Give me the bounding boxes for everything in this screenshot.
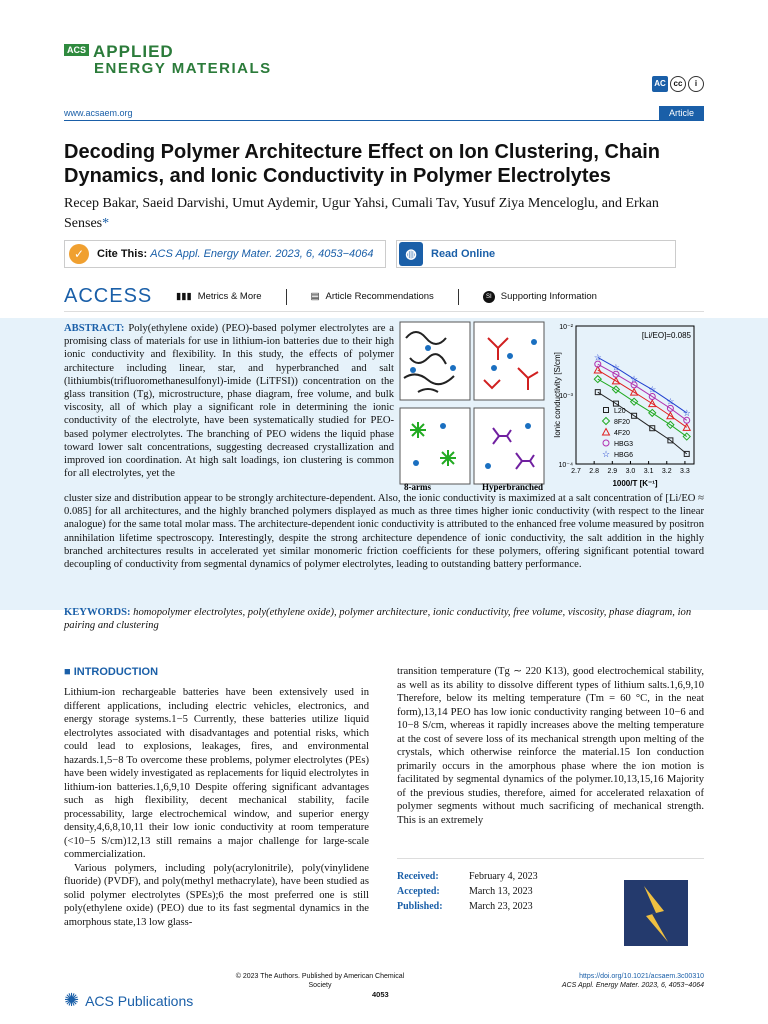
metrics-link[interactable] — [176, 291, 262, 302]
cite-this-box[interactable] — [64, 240, 386, 268]
keywords-label: KEYWORDS: — [64, 607, 131, 618]
x-tick-label: 2.7 — [571, 468, 581, 475]
ion — [413, 460, 419, 466]
section-heading: ■ INTRODUCTION — [64, 666, 159, 678]
journal-cover-image[interactable] — [624, 866, 688, 946]
data-point — [603, 429, 610, 436]
data-point: ☆ — [648, 384, 657, 395]
acs-hex-icon: ✺ — [64, 990, 80, 1010]
author-choice-icon: AC — [652, 76, 668, 92]
header-rule — [64, 120, 704, 121]
bar-chart-icon: ▮▮▮ — [176, 291, 192, 302]
column-left — [64, 666, 369, 929]
divider — [458, 289, 459, 305]
abstract-wide: cluster size and distribution appear to be strongly architecture-dependent. Also, the ionic conductivity is maximized at a salt concentration of [Li/EO ≈ 0.085] for all architectures, and the highly branched polymers displayed as much as three times higher ionic conductivity (with respect to the linear analogue) for the same total molar mass. The architecture-dependent ionic conductivity is attributed to the enhanced free volume measured by positron annihilation lifetime spectroscopy. Interestingly, despite the strong architecture dependence of ionic conductivity, the salt addition in the highly branched architectures results in accelerated yet similar monomeric friction coefficients for these polymers, offering significant potential toward decoupling of conductivity from segmental dynamics of polymer electrolytes, leading to outstanding battery performance. — [64, 493, 704, 571]
acs-publications-logo[interactable] — [64, 990, 193, 1011]
authors-text: Recep Bakar, Saeid Darvishi, Umut Aydemir, Ugur Yahsi, Cumali Tav, Yusuf Ziya Menceloglu, and Erkan Senses — [64, 196, 659, 231]
x-tick-label: 3.0 — [625, 468, 636, 475]
abstract-narrow — [64, 322, 394, 480]
x-tick-label: 2.9 — [607, 468, 618, 475]
received-label: Received: — [397, 871, 439, 882]
article-type-badge: Article — [659, 106, 704, 120]
document-icon: ▤ — [310, 291, 320, 302]
data-point: ☆ — [593, 352, 602, 363]
y-tick-label: 10⁻⁴ — [558, 462, 573, 469]
read-online-label: Read Online — [431, 248, 496, 260]
ion — [450, 365, 456, 371]
supporting-info-link[interactable] — [483, 291, 597, 303]
chart-title: [Li/EO]=0.085 — [641, 331, 691, 340]
attribution-icon: i — [688, 76, 704, 92]
paragraph: Lithium-ion rechargeable batteries have been extensively used in different applications, including electric vehicles, electronics, and energy storage systems.1−5 Currently, these batteries utilize liquid electrolytes associated with disadvantages and potential risks, which could lead to explosions, leakages, fires, and environmental hazards.1,5−8 To overcome these problems, polymer electrolytes (PEs) have been widely investigated as replacements for liquid electrolytes in lithium-ion batteries.1,6,9,10 Despite offering significant advantages such as high flexibility, decent mechanical stability, facile processability, large electrochemical window, and superior energy density,4,6,8,10,11 their low ionic conductivity at room temperature (<10−5 S/cm)12,13 still remains a major challenge for large-scale commercialization. — [64, 687, 369, 860]
abstract-text-1: Poly(ethylene oxide) (PEO)-based polymer electrolytes are a promising class of materials for use in lithium-ion batteries due to their high ionic conductivity and flexibility. In this study, the effects of polymer architecture including linear, star, and hyperbranched and salt (lithiumbis(trifluoromethanesulfonyl)-imide (LiTFSI)) concentration on the glass transition (Tg), microstructure, phase diagram, free volume, and bulk viscosity, all of which play a significant role in determining the ionic conductivity of the electrolyte, have been systematically studied for PEO-based polymer electrolytes. The branching of PEO widens the liquid phase toward lower salt concentrations, suggesting decreased crystallization and improved ion coordination. At high salt loadings, ion clustering is common for all electrolytes, yet the — [64, 323, 394, 480]
footer-reference: ACS Appl. Energy Mater. 2023, 6, 4053−4064 — [561, 982, 704, 989]
page-number: 4053 — [372, 990, 389, 999]
data-point: ☆ — [666, 396, 675, 407]
x-tick-label: 3.2 — [661, 468, 672, 475]
ion — [410, 367, 416, 373]
conductivity-plot — [553, 324, 694, 488]
ion — [491, 365, 497, 371]
cover-art — [624, 866, 688, 946]
journal-url[interactable]: www.acsaem.org — [64, 108, 133, 118]
data-point — [595, 390, 600, 395]
data-point — [604, 408, 609, 413]
globe-icon: ◍ — [399, 242, 423, 266]
panel-label: Hyperbranched — [482, 482, 544, 492]
abstract-label: ABSTRACT: — [64, 323, 125, 334]
panel-hyperbranched — [474, 408, 544, 492]
cover-header — [624, 866, 688, 880]
lightning-icon — [644, 886, 668, 942]
check-icon: ✓ — [69, 244, 89, 264]
ion — [485, 463, 491, 469]
ion — [425, 345, 431, 351]
corresponding-author-mark: * — [102, 216, 110, 231]
recommendations-link[interactable] — [311, 291, 434, 302]
supporting-info-label: Supporting Information — [500, 291, 597, 302]
x-tick-label: 3.1 — [643, 468, 654, 475]
legend-label: 8F20 — [614, 419, 630, 426]
panel-linear — [400, 322, 470, 420]
ion — [525, 423, 531, 429]
ion — [507, 353, 513, 359]
data-point — [594, 376, 601, 383]
cite-reference[interactable]: ACS Appl. Energy Mater. 2023, 6, 4053−4064 — [150, 248, 374, 260]
accepted-label: Accepted: — [397, 886, 440, 897]
accepted-date: March 13, 2023 — [469, 886, 533, 897]
published-label: Published: — [397, 901, 443, 912]
access-bar — [64, 282, 704, 312]
doi-link[interactable]: https://doi.org/10.1021/acsaem.3c00310 — [579, 973, 704, 980]
logo-line1: APPLIED — [93, 42, 174, 61]
data-point: ☆ — [611, 362, 620, 373]
received-date: February 4, 2023 — [469, 871, 538, 882]
data-point — [603, 440, 609, 446]
published-date: March 23, 2023 — [469, 901, 533, 912]
keywords-text: homopolymer electrolytes, poly(ethylene oxide), polymer architecture, ionic conductivity, free volume, viscosity, phase diagram, ion pairing and clustering — [64, 607, 692, 632]
legend-label: HBG3 — [614, 441, 634, 448]
keywords — [64, 606, 704, 632]
panel-8arms — [400, 408, 470, 492]
x-tick-label: 3.3 — [680, 468, 690, 475]
si-icon: SI — [483, 291, 495, 303]
paragraph: Various polymers, including poly(acrylonitrile), poly(vinylidene fluoride) (PVDF), and poly(methyl methacrylate), have been studied as solid polymer electrolytes (SPEs);6 the most preferred one is still poly(ethylene oxide) (PEO) due to its fast segmental dynamics in the amorphous state,13 low glass- — [64, 862, 369, 928]
license-icons — [652, 76, 704, 92]
panel-frame — [474, 322, 544, 400]
article-title: Decoding Polymer Architecture Effect on Ion Clustering, Chain Dynamics, and Ionic Conductivity in Polymer Electrolytes — [64, 141, 661, 187]
logo-line2: ENERGY MATERIALS — [94, 60, 272, 77]
legend-label: 4F20 — [614, 430, 630, 437]
metrics-label: Metrics & More — [197, 291, 262, 302]
copyright: © 2023 The Authors. Published by American Chemical Society — [235, 973, 405, 989]
series-line — [598, 364, 687, 420]
panel-label: 8-arms — [404, 482, 431, 492]
panel-frame — [474, 408, 544, 484]
access-title: ACCESS — [64, 285, 153, 307]
read-online-button[interactable] — [396, 240, 676, 268]
creative-commons-icon: cc — [670, 76, 686, 92]
legend-label: L20 — [614, 408, 626, 415]
legend-label: HBG6 — [614, 452, 634, 459]
data-point — [683, 433, 690, 440]
y-tick-label: 10⁻³ — [559, 393, 573, 400]
toc-graphic — [398, 318, 704, 492]
y-axis-label: Ionic conductivity [S/cm] — [553, 352, 562, 438]
data-point: ☆ — [630, 374, 639, 385]
x-axis-label: 1000/T [K⁻¹] — [612, 479, 658, 488]
acs-badge: ACS — [64, 44, 89, 56]
divider — [286, 289, 287, 305]
ion — [440, 423, 446, 429]
recommendations-label: Article Recommendations — [325, 291, 434, 302]
x-tick-label: 2.8 — [589, 468, 600, 475]
data-point: ☆ — [601, 449, 611, 459]
data-point — [603, 418, 610, 425]
ion — [531, 339, 537, 345]
column-right: transition temperature (Tg ∼ 220 K13), good electrochemical stability, as well as its ability to dissolve different types of lithium salts.1,6,9,10 Therefore, below its melting temperature (Tm = 60 °C, in the neat form),13,14 PEO has low ionic conductivity ranging between 10−6 and 10−8 S/cm, whereas it rapidly increases above the melting temperature at the cost of severe loss of its mechanical strength upon melting of the crystals, which otherwise reinforce the material.15 Ion conduction primarily occurs in the amorphous phase where the ion motion is facilitated by segmental dynamics of the polymer.10,13,15,16 Majority of the previous studies, therefore, aimed for accelerated relaxation of polymer segments without much sacrificing of mechanical strength. This is an extremely — [397, 666, 704, 826]
author-list — [64, 194, 704, 234]
doi-block — [562, 972, 704, 990]
data-point: ☆ — [682, 407, 691, 418]
cite-label: Cite This: — [97, 248, 148, 260]
panel-frame — [400, 408, 470, 484]
y-tick-label: 10⁻² — [559, 324, 573, 331]
publisher-name: ACS Publications — [85, 992, 194, 1009]
panel-4arms — [474, 322, 544, 420]
journal-logo — [64, 42, 272, 77]
